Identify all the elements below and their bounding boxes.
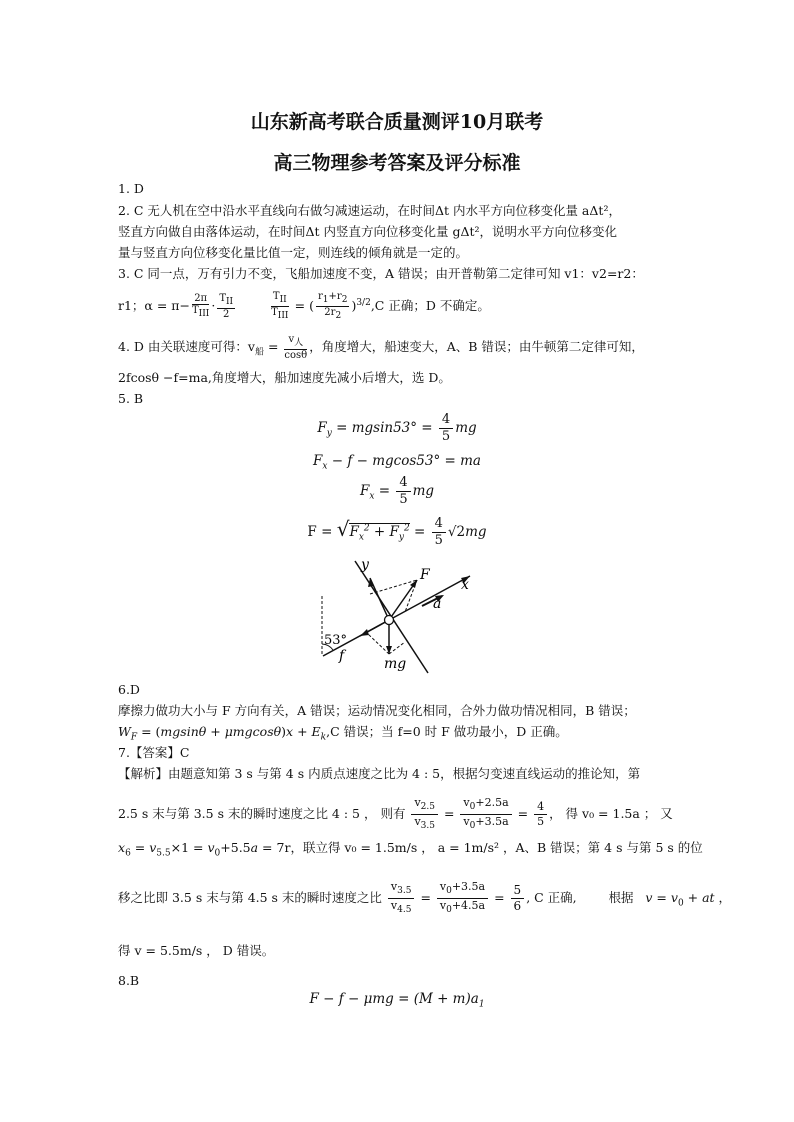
answer-7-line-5: 得 v = 5.5m/s ， D 错误。 [118, 943, 275, 958]
label-x: x [461, 577, 469, 593]
equation-fx-balance: $F_x - f - mgcos53^\circ$ = ma [313, 453, 481, 472]
answer-7-correct-text: , C 正确, [526, 890, 577, 906]
answer-4-line-2: 2fcosθ −f=ma,角度增大，船加速度先减小后增大，选 D。 [118, 370, 451, 385]
answer-7-line-3: $x_6 = v_{5.5}\times 1 = v_0+5.5a = 7r$，联立得 v₀ = 1.5m/s ， a = 1m/s² ，A、B 错误；第 4 s 与第 5 s 的位 [118, 840, 703, 859]
answer-6: 6.D [118, 682, 140, 697]
answer-4-suffix: ，角度增大，船速变大，A、B 错误；由牛顿第二定律可知， [309, 339, 644, 354]
answer-2-line-2: 竖直方向做自由落体运动，在时间Δt 内竖直方向位移变化量 gΔt²，说明水平方向位移变化 [118, 224, 618, 239]
equation-8: $F - f - \mu mg = (M + m)a_1$ [309, 991, 485, 1010]
answer-7-line-1: 【解析】由题意知第 3 s 与第 4 s 内质点速度之比为 4 : 5，根据匀变速直线运动的推论知，第 [118, 766, 641, 781]
answer-5: 5. B [118, 391, 144, 406]
answer-6-line-2: $W_F = (mgsin\theta + \mu mgcos\theta)x + E_k,C$ 错误；当 f=0 时 F 做功最小，D 正确。 [118, 724, 568, 743]
answer-6-line-1: 摩擦力做功大小与 F 方向有关，A 错误；运动情况变化相同，合外力做功情况相同，B 错误； [118, 703, 636, 718]
answer-3-line-1: 3. C 同一点，万有引力不变，飞船加速度不变，A 错误；由开普勒第二定律可知 v1：v2=r2： [118, 266, 644, 281]
answer-4-prefix: 4. D 由关联速度可得：v [118, 339, 255, 354]
answer-7-ratio-text: 2.5 s 末与第 3.5 s 末的瞬时速度之比 4 : 5 ， 则有 [118, 806, 406, 822]
label-friction: f [339, 648, 345, 664]
kepler-fraction-3: $\frac{T_{II}}{T_{III}}$ [271, 291, 289, 321]
answer-7: 7.【答案】C [118, 745, 190, 760]
answer-1: 1. D [118, 181, 144, 196]
kepler-fraction-1: $\frac{2\pi}{T_{III}}$ [191, 293, 210, 319]
answer-2-line-3: 量与竖直方向位移变化量比值一定，则连线的倾角就是一定的。 [118, 245, 469, 260]
label-angle: 53° [324, 633, 348, 648]
answer-3-prefix: r1；α = π− [118, 298, 190, 313]
answer-7-ratio2-text: 移之比即 3.5 s 末与第 4.5 s 末的瞬时速度之比 [118, 890, 382, 906]
force-diagram [300, 556, 500, 676]
kepler-fraction-4: $\frac{r_1+r_2}{2r_2}$ [318, 291, 348, 321]
answer-7-line-4: 移之比即 3.5 s 末与第 4.5 s 末的瞬时速度之比 $\frac{v_{3.5}}{v_{4.5}}$ = $\frac{v_0+3.5a}{v_0+4.5a}$ = $\frac{5}{6}$ , C 正确, 根据 $v = v_0$ + at ， [118, 880, 732, 916]
equation-fx: $F_x$ = $\frac{4}{5}$ mg [359, 475, 435, 507]
page-subtitle: 高三物理参考答案及评分标准 [273, 152, 521, 174]
page-title: 山东新高考联合质量测评10月联考 [250, 111, 544, 133]
label-a: a [433, 596, 442, 612]
kepler-fraction-2: $\frac{T_{II}}{2}$ [219, 293, 234, 320]
label-y: y [361, 557, 369, 573]
equation-f-total: $F = √F_x^2 + F_y^2$ = $\frac{4}{5}$ √2mg [307, 516, 487, 548]
answer-3-suffix: ,C 正确；D 不确定。 [370, 298, 490, 313]
velocity-fraction: $\frac{v_人}{\cos\theta}$ [284, 334, 308, 361]
label-mg: mg [384, 656, 407, 672]
answer-4-line-1: 4. D 由关联速度可得：$v_船$ = $\frac{v_人}{\cos\theta}$ ，角度增大，船速变大，A、B 错误；由牛顿第二定律可知， [118, 334, 644, 361]
answer-7-according-text: 根据 [608, 890, 634, 906]
answer-3-line-2: r1；α = π− $\frac{2\pi}{T_{III}}$ · $\frac{T_{II}}{2}$ $\frac{T_{II}}{T_{III}}$ = ( $\frac{r_1+r_2}{2r_2}$ )$^{3/2}$,C 正确；D 不确定。 [118, 291, 490, 321]
label-f-force: F [420, 567, 430, 583]
answer-7-result-text: ， 得 v₀ = 1.5a ； 又 [549, 806, 673, 822]
answer-7-line-2: 2.5 s 末与第 3.5 s 末的瞬时速度之比 4 : 5 ， 则有 $\frac{v_{2.5}}{v_{3.5}}$ = $\frac{v_0+2.5a}{v_0+3.5a}$ = $\frac{4}{5}$ ， 得 v₀ = 1.5a ； 又 [118, 796, 673, 832]
answer-6-suffix: ,C 错误；当 f=0 时 F 做功最小，D 正确。 [326, 724, 568, 739]
answer-2-line-1: 2. C 无人机在空中沿水平直线向右做匀减速运动，在时间Δt 内水平方向位移变化量 aΔt²， [118, 203, 621, 218]
equation-fy: $F_y = mgsin53^\circ$ = $\frac{4}{5}$ mg [317, 412, 477, 444]
answer-7-combined-text: ，联立得 v₀ = 1.5m/s ， a = 1m/s² ，A、B 错误；第 4 s 与第 5 s 的位 [290, 840, 703, 855]
answer-8: 8.B [118, 973, 140, 988]
